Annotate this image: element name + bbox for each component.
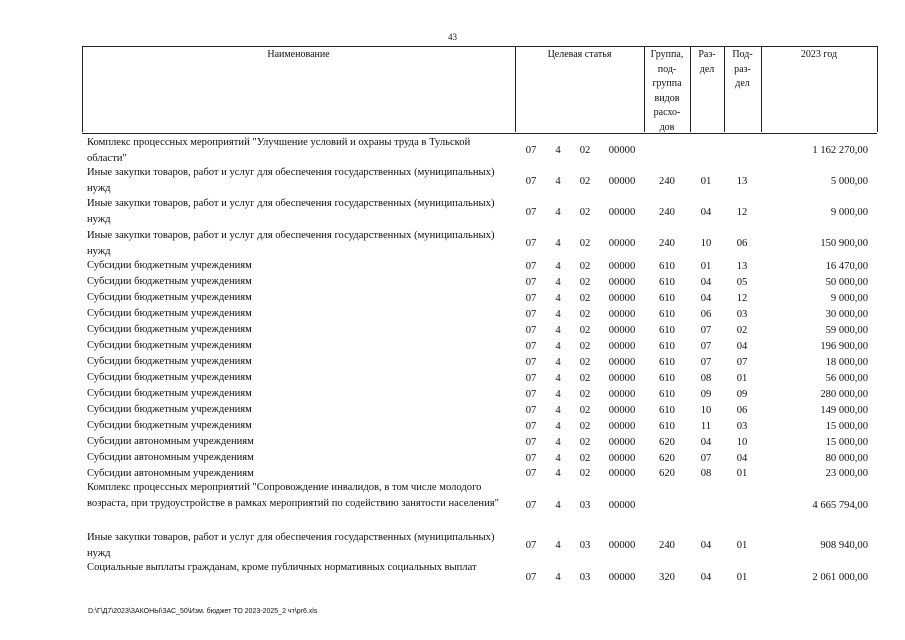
row-amount: 4 665 794,00: [812, 500, 868, 511]
row-p2: 4: [555, 357, 561, 368]
row-amount: 23 000,00: [825, 468, 868, 479]
header-expense-group: Группа, под- группа видов расхо- дов: [650, 49, 684, 133]
row-p4: 00000: [608, 389, 636, 400]
row-group: 610: [659, 341, 675, 352]
row-name: Субсидии автономным учреждениям: [87, 452, 254, 463]
row-p2: 4: [555, 572, 561, 583]
row-name: Субсидии бюджетным учреждениям: [87, 292, 252, 303]
row-p1: 07: [525, 572, 537, 583]
row-amount: 1 162 270,00: [812, 145, 868, 156]
row-subsection: 04: [736, 341, 748, 352]
row-p2: 4: [555, 437, 561, 448]
row-name: Социальные выплаты гражданам, кроме публичных нормативных социальных выплат: [87, 562, 477, 573]
table-row: [0, 466, 905, 480]
row-p1: 07: [525, 500, 537, 511]
row-p4: 00000: [608, 277, 636, 288]
row-p4: 00000: [608, 325, 636, 336]
row-subsection: 05: [736, 277, 748, 288]
row-group: 610: [659, 405, 675, 416]
row-name: Субсидии бюджетным учреждениям: [87, 356, 252, 367]
row-name: Субсидии бюджетным учреждениям: [87, 340, 252, 351]
row-p4: 00000: [608, 572, 636, 583]
row-amount: 56 000,00: [825, 373, 868, 384]
row-p2: 4: [555, 341, 561, 352]
row-subsection: 12: [736, 293, 748, 304]
table-row: [0, 165, 905, 196]
row-p3: 02: [579, 309, 591, 320]
row-amount: 18 000,00: [825, 357, 868, 368]
row-p1: 07: [525, 207, 537, 218]
row-p2: 4: [555, 453, 561, 464]
row-amount: 16 470,00: [825, 261, 868, 272]
row-p1: 07: [525, 373, 537, 384]
row-p2: 4: [555, 373, 561, 384]
row-p3: 02: [579, 373, 591, 384]
row-section: 09: [700, 389, 712, 400]
row-group: 610: [659, 293, 675, 304]
row-p4: 00000: [608, 540, 636, 551]
row-p4: 00000: [608, 176, 636, 187]
row-amount: 908 940,00: [820, 540, 868, 551]
table-row: [0, 338, 905, 354]
table-row: [0, 386, 905, 402]
row-section: 04: [700, 437, 712, 448]
row-amount: 150 900,00: [820, 238, 868, 249]
row-p4: 00000: [608, 468, 636, 479]
row-p2: 4: [555, 325, 561, 336]
row-amount: 196 900,00: [820, 341, 868, 352]
row-group: 610: [659, 261, 675, 272]
row-group: 240: [659, 176, 675, 187]
row-name: Субсидии бюджетным учреждениям: [87, 388, 252, 399]
table-row: [0, 530, 905, 560]
row-name: Субсидии бюджетным учреждениям: [87, 276, 252, 287]
row-subsection: 01: [736, 468, 748, 479]
row-p1: 07: [525, 293, 537, 304]
row-name: Субсидии бюджетным учреждениям: [87, 372, 252, 383]
row-amount: 149 000,00: [820, 405, 868, 416]
table-row: [0, 274, 905, 290]
row-p4: 00000: [608, 238, 636, 249]
row-subsection: 01: [736, 572, 748, 583]
table-row: [0, 258, 905, 274]
row-p3: 02: [579, 421, 591, 432]
row-name: Субсидии бюджетным учреждениям: [87, 420, 252, 431]
header-year: 2023 год: [800, 49, 838, 60]
row-subsection: 01: [736, 373, 748, 384]
row-section: 08: [700, 468, 712, 479]
row-p4: 00000: [608, 293, 636, 304]
row-section: 07: [700, 357, 712, 368]
table-row: [0, 418, 905, 434]
row-subsection: 06: [736, 238, 748, 249]
header-name: Наименование: [267, 49, 330, 60]
row-subsection: 03: [736, 421, 748, 432]
row-subsection: 10: [736, 437, 748, 448]
row-group: 240: [659, 238, 675, 249]
row-name: Субсидии бюджетным учреждениям: [87, 404, 252, 415]
row-p1: 07: [525, 277, 537, 288]
row-p2: 4: [555, 207, 561, 218]
row-amount: 15 000,00: [825, 437, 868, 448]
row-p1: 07: [525, 453, 537, 464]
row-p3: 02: [579, 357, 591, 368]
row-group: 620: [659, 453, 675, 464]
row-group: 610: [659, 357, 675, 368]
row-name: Субсидии бюджетным учреждениям: [87, 324, 252, 335]
row-section: 01: [700, 176, 712, 187]
row-p3: 02: [579, 468, 591, 479]
row-p2: 4: [555, 238, 561, 249]
row-p3: 02: [579, 437, 591, 448]
row-p2: 4: [555, 293, 561, 304]
row-amount: 30 000,00: [825, 309, 868, 320]
row-p3: 02: [579, 389, 591, 400]
row-p2: 4: [555, 500, 561, 511]
row-section: 06: [700, 309, 712, 320]
table-row: [0, 196, 905, 228]
header-target-article: Целевая статья: [547, 49, 612, 60]
row-p1: 07: [525, 238, 537, 249]
row-name: Иные закупки товаров, работ и услуг для обеспечения государственных (муниципальных) нужд: [87, 532, 495, 559]
row-p1: 07: [525, 325, 537, 336]
row-section: 11: [700, 421, 712, 432]
row-p2: 4: [555, 309, 561, 320]
row-p4: 00000: [608, 453, 636, 464]
row-p2: 4: [555, 540, 561, 551]
row-p4: 00000: [608, 309, 636, 320]
row-p3: 03: [579, 540, 591, 551]
row-section: 07: [700, 453, 712, 464]
row-p3: 02: [579, 261, 591, 272]
row-amount: 9 000,00: [830, 293, 868, 304]
row-subsection: 07: [736, 357, 748, 368]
row-section: 04: [700, 293, 712, 304]
row-p1: 07: [525, 357, 537, 368]
row-subsection: 13: [736, 261, 748, 272]
row-group: 610: [659, 309, 675, 320]
row-subsection: 09: [736, 389, 748, 400]
row-p2: 4: [555, 421, 561, 432]
row-section: 01: [700, 261, 712, 272]
row-p2: 4: [555, 468, 561, 479]
row-p3: 02: [579, 341, 591, 352]
row-p1: 07: [525, 540, 537, 551]
row-p1: 07: [525, 468, 537, 479]
table-row: [0, 450, 905, 466]
table-row: [0, 560, 905, 594]
row-p3: 02: [579, 325, 591, 336]
row-p3: 02: [579, 145, 591, 156]
row-p3: 02: [579, 277, 591, 288]
row-p1: 07: [525, 421, 537, 432]
page-number: 43: [448, 32, 457, 42]
table-row: [0, 480, 905, 530]
row-p3: 03: [579, 500, 591, 511]
row-name: Субсидии бюджетным учреждениям: [87, 260, 252, 271]
row-amount: 9 000,00: [830, 207, 868, 218]
row-p4: 00000: [608, 261, 636, 272]
footer-file-path: D:\Г\Д7\2023\ЗАКОНЫ\ЗАС_50\Изм. бюджет ТО 2023-2025_2 чт\pr6.xls: [88, 608, 318, 615]
row-subsection: 12: [736, 207, 748, 218]
row-p3: 02: [579, 238, 591, 249]
table-row: [0, 306, 905, 322]
table-row: [0, 402, 905, 418]
row-name: Комплекс процессных мероприятий "Сопровождение инвалидов, в том числе молодого возраста, при трудоустройстве в рамках мероприятий по содействию занятости населения": [87, 482, 499, 509]
row-group: 610: [659, 325, 675, 336]
table-row: [0, 354, 905, 370]
row-section: 07: [700, 341, 712, 352]
row-p3: 02: [579, 405, 591, 416]
row-group: 240: [659, 540, 675, 551]
row-p1: 07: [525, 389, 537, 400]
row-amount: 15 000,00: [825, 421, 868, 432]
row-p4: 00000: [608, 500, 636, 511]
row-name: Субсидии автономным учреждениям: [87, 468, 254, 479]
row-group: 610: [659, 277, 675, 288]
header-section: Раз- дел: [698, 49, 716, 75]
table-row: [0, 228, 905, 258]
row-name: Комплекс процессных мероприятий "Улучшение условий и охраны труда в Тульской области": [87, 137, 471, 164]
row-p2: 4: [555, 145, 561, 156]
row-p3: 02: [579, 453, 591, 464]
row-section: 07: [700, 325, 712, 336]
table-row: [0, 135, 905, 165]
row-subsection: 02: [736, 325, 748, 336]
row-name: Субсидии бюджетным учреждениям: [87, 308, 252, 319]
row-name: Субсидии автономным учреждениям: [87, 436, 254, 447]
row-group: 240: [659, 207, 675, 218]
row-amount: 80 000,00: [825, 453, 868, 464]
row-p4: 00000: [608, 357, 636, 368]
row-amount: 59 000,00: [825, 325, 868, 336]
row-group: 610: [659, 389, 675, 400]
table-row: [0, 290, 905, 306]
row-p1: 07: [525, 341, 537, 352]
row-subsection: 04: [736, 453, 748, 464]
row-section: 08: [700, 373, 712, 384]
row-group: 620: [659, 437, 675, 448]
row-p4: 00000: [608, 207, 636, 218]
row-amount: 280 000,00: [820, 389, 868, 400]
row-p4: 00000: [608, 341, 636, 352]
row-section: 04: [700, 277, 712, 288]
row-p4: 00000: [608, 437, 636, 448]
row-p3: 02: [579, 207, 591, 218]
row-section: 10: [700, 238, 712, 249]
row-p1: 07: [525, 309, 537, 320]
row-p1: 07: [525, 176, 537, 187]
row-section: 04: [700, 207, 712, 218]
header-subsection: Под- раз- дел: [732, 49, 753, 89]
row-group: 320: [659, 572, 675, 583]
row-subsection: 01: [736, 540, 748, 551]
row-name: Иные закупки товаров, работ и услуг для обеспечения государственных (муниципальных) нужд: [87, 230, 495, 257]
row-group: 620: [659, 468, 675, 479]
row-subsection: 06: [736, 405, 748, 416]
row-p3: 02: [579, 293, 591, 304]
row-p1: 07: [525, 145, 537, 156]
row-p4: 00000: [608, 373, 636, 384]
table-row: [0, 322, 905, 338]
row-p4: 00000: [608, 405, 636, 416]
row-p3: 02: [579, 176, 591, 187]
row-p3: 03: [579, 572, 591, 583]
row-p1: 07: [525, 437, 537, 448]
row-p1: 07: [525, 405, 537, 416]
row-amount: 5 000,00: [830, 176, 868, 187]
row-p2: 4: [555, 405, 561, 416]
table-row: [0, 434, 905, 450]
row-p1: 07: [525, 261, 537, 272]
row-amount: 50 000,00: [825, 277, 868, 288]
row-p2: 4: [555, 277, 561, 288]
row-section: 04: [700, 572, 712, 583]
row-amount: 2 061 000,00: [812, 572, 868, 583]
row-p4: 00000: [608, 145, 636, 156]
row-p2: 4: [555, 261, 561, 272]
header-divider: [877, 46, 878, 132]
row-p2: 4: [555, 389, 561, 400]
row-subsection: 13: [736, 176, 748, 187]
row-section: 04: [700, 540, 712, 551]
table-row: [0, 370, 905, 386]
row-subsection: 03: [736, 309, 748, 320]
row-name: Иные закупки товаров, работ и услуг для обеспечения государственных (муниципальных) нужд: [87, 167, 495, 194]
row-p2: 4: [555, 176, 561, 187]
row-name: Иные закупки товаров, работ и услуг для обеспечения государственных (муниципальных) нужд: [87, 198, 495, 225]
row-group: 610: [659, 421, 675, 432]
row-group: 610: [659, 373, 675, 384]
row-p4: 00000: [608, 421, 636, 432]
row-section: 10: [700, 405, 712, 416]
